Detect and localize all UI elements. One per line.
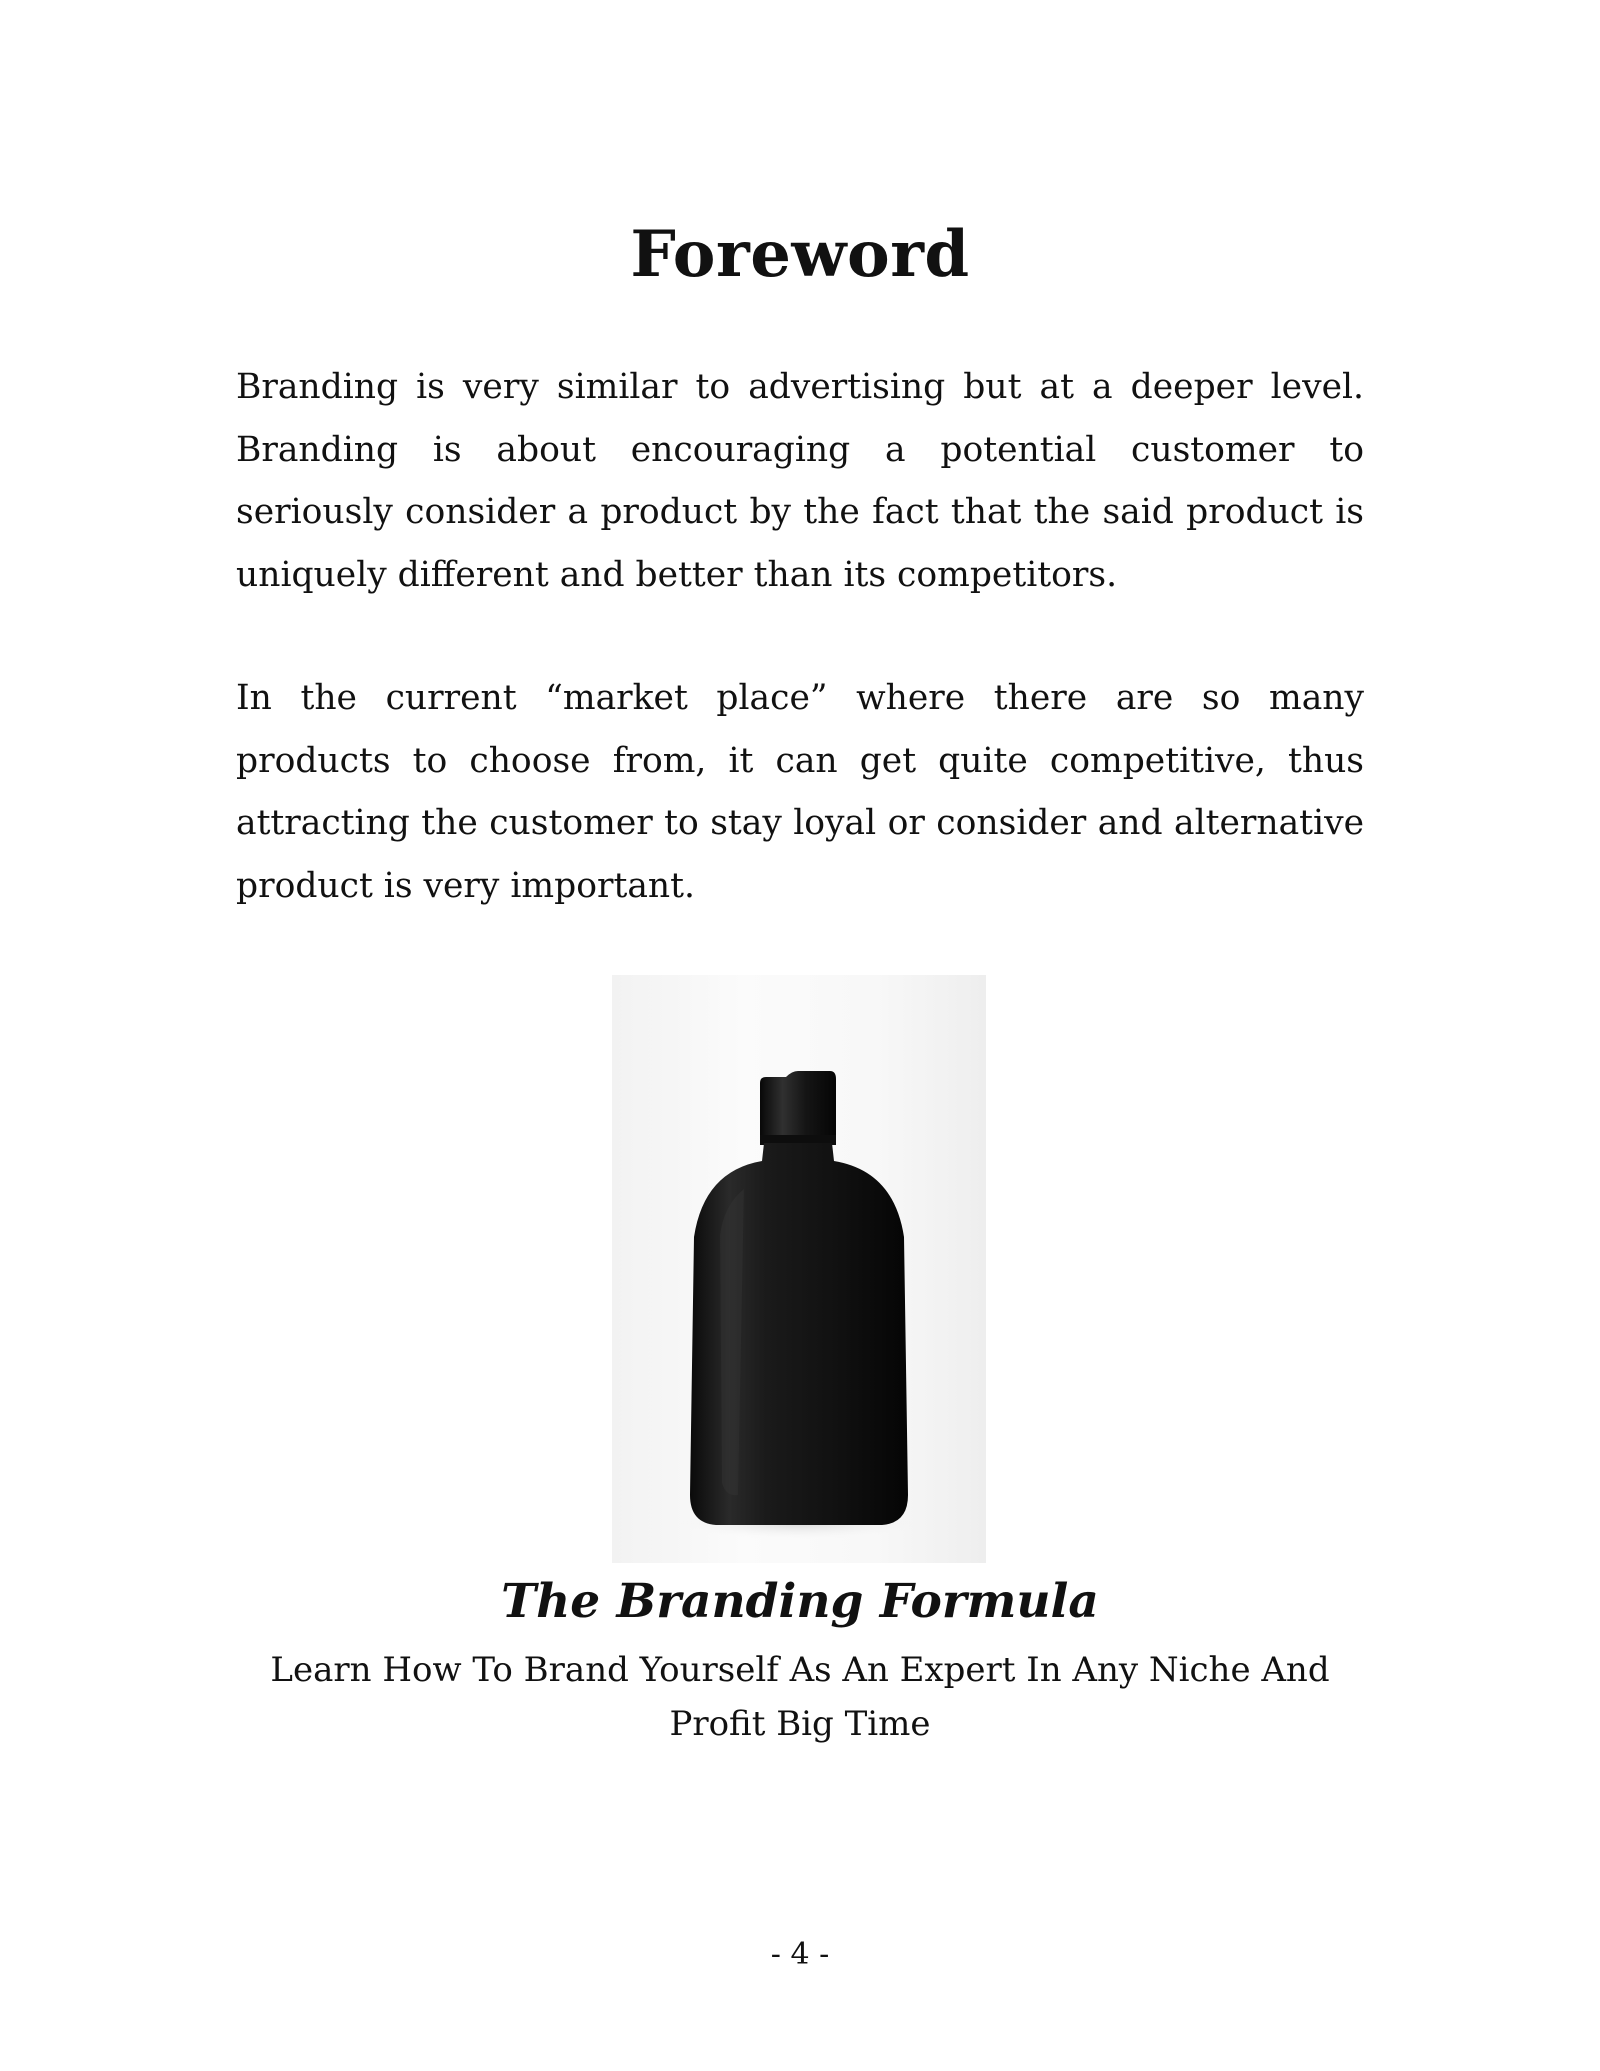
book-subtitle: Learn How To Brand Yourself As An Expert In Any Niche And Profit Big Time (270, 1650, 1330, 1744)
paragraph-market-place: In the current “market place” where there are so many products to choose from, it can get quite competitive, thus attracting the customer to stay loyal or consider and alternative product is very important. (236, 678, 1364, 906)
page-number: - 4 - (770, 1937, 830, 1972)
book-title: The Branding Formula (501, 1574, 1099, 1629)
black-bottle-photo (612, 975, 986, 1563)
paragraph-branding-intro: Branding is very similar to advertising but at a deeper level. Branding is about encouraging a potential customer to seriously consider a product by the fact that the said product is uniquely different and better than its competitors. (236, 367, 1364, 595)
page-title: Foreword (630, 217, 970, 292)
